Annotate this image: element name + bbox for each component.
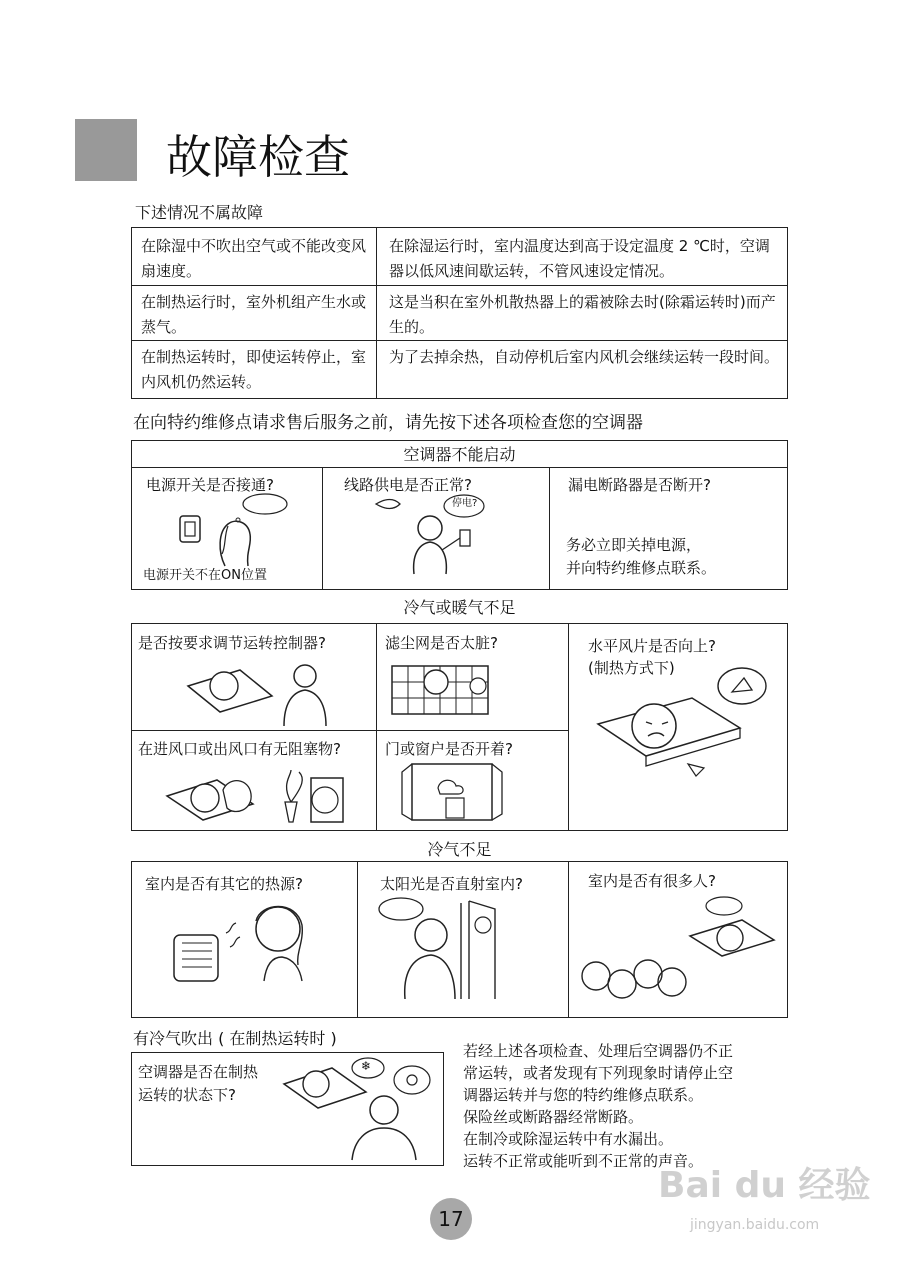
louver-question-1: 水平风片是否向上? bbox=[588, 637, 716, 655]
crowded-room-illustration bbox=[574, 894, 784, 1006]
cooling-heading: 冷气不足 bbox=[427, 840, 492, 859]
dirty-filter-illustration bbox=[388, 660, 498, 720]
sunlight-question: 太阳光是否直射室内? bbox=[380, 875, 523, 893]
power-switch-question: 电源开关是否接通? bbox=[146, 476, 274, 494]
person-thinking-switch-illustration bbox=[170, 492, 290, 567]
contact-note-line: 在制冷或除湿运转中有水漏出。 bbox=[463, 1130, 674, 1148]
line-power-question: 线路供电是否正常? bbox=[344, 476, 472, 494]
title-block bbox=[75, 119, 137, 181]
breaker-question: 漏电断路器是否断开? bbox=[568, 476, 711, 494]
louver-up-illustration bbox=[592, 664, 782, 779]
cold-air-heading: 有冷气吹出 ( 在制热运转时 ) bbox=[133, 1029, 337, 1048]
contact-note-line: 调器运转并与您的特约维修点联系。 bbox=[463, 1086, 704, 1104]
open-window-illustration bbox=[398, 760, 508, 824]
controller-question: 是否按要求调节运转控制器? bbox=[138, 634, 326, 652]
contact-note-line: 常运转，或者发现有下列现象时请停止空 bbox=[463, 1064, 734, 1082]
contact-note bbox=[463, 1040, 773, 1172]
contact-note-line: 运转不正常或能听到不正常的声音。 bbox=[463, 1152, 704, 1170]
table-row-2-situation: 在制热运行时，室外机组产生水或蒸气。 bbox=[141, 293, 367, 336]
sunlight-window-illustration bbox=[375, 895, 505, 1003]
ac-unit-controller-illustration bbox=[180, 656, 340, 728]
not-fault-heading: 下述情况不属故障 bbox=[135, 203, 264, 222]
breaker-advice-1: 务必立即关掉电源， bbox=[566, 536, 702, 554]
table-row-1-situation: 在除湿中不吹出空气或不能改变风扇速度。 bbox=[141, 237, 367, 280]
table-row-2-reason: 这是当积在室外机散热器上的霜被除去时(除霜运转时)而产生的。 bbox=[389, 293, 776, 336]
insufficient-heading: 冷气或暖气不足 bbox=[403, 598, 516, 617]
cold-air-question-1: 空调器是否在制热 bbox=[138, 1063, 259, 1081]
page-title: 故障检查 bbox=[166, 130, 350, 184]
heating-mode-person-illustration bbox=[280, 1054, 438, 1162]
contact-note-line: 保险丝或断路器经常断路。 bbox=[463, 1108, 644, 1126]
check-intro: 在向特约维修点请求售后服务之前，请先按下述各项检查您的空调器 bbox=[133, 413, 643, 433]
cold-air-question-2: 运转的状态下? bbox=[138, 1086, 236, 1104]
watermark-logo: Bai du 经验 bbox=[658, 1165, 871, 1206]
watermark-url: jingyan.baidu.com bbox=[690, 1217, 820, 1233]
page-number: 17 bbox=[430, 1198, 472, 1240]
power-switch-note: 电源开关不在ON位置 bbox=[143, 568, 267, 583]
table-row-3-reason: 为了去掉余热，自动停机后室内风机会继续运转一段时间。 bbox=[389, 348, 780, 366]
table-row-1-reason: 在除湿运行时，室内温度达到高于设定温度 2 ℃时，空调器以低风速间歇运转，不管风速设定情况。 bbox=[389, 237, 770, 280]
outage-bubble-text: 停电? bbox=[452, 498, 478, 509]
louver-question-2: (制热方式下) bbox=[588, 659, 675, 677]
breaker-advice-2: 并向特约维修点联系。 bbox=[566, 559, 717, 577]
people-question: 室内是否有很多人? bbox=[588, 872, 716, 890]
blocked-vent-illustration bbox=[165, 762, 365, 827]
no-start-heading: 空调器不能启动 bbox=[403, 445, 516, 464]
vents-question: 在进风口或出风口有无阻塞物? bbox=[138, 740, 341, 758]
snowflake-icon: ❄ bbox=[361, 1059, 372, 1073]
heater-person-illustration bbox=[168, 895, 318, 985]
filter-question: 滤尘网是否太脏? bbox=[385, 634, 498, 652]
contact-note-line: 若经上述各项检查、处理后空调器仍不正 bbox=[463, 1042, 734, 1060]
heat-source-question: 室内是否有其它的热源? bbox=[145, 875, 303, 893]
table-row-3-situation: 在制热运转时，即使运转停止，室内风机仍然运转。 bbox=[141, 348, 367, 391]
doors-question: 门或窗户是否开着? bbox=[385, 740, 513, 758]
